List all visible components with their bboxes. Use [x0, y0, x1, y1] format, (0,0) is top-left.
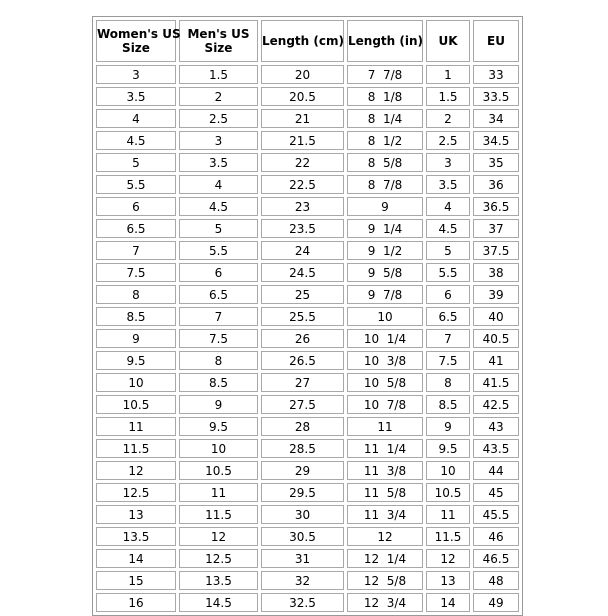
- mens-us-size-cell: 8.5: [179, 373, 258, 392]
- uk-size-cell: 2: [426, 109, 470, 128]
- length-cm-cell: 24: [261, 241, 344, 260]
- length-cm-cell: 21: [261, 109, 344, 128]
- uk-size-cell: 9.5: [426, 439, 470, 458]
- length-in-cell: 10 7/8: [347, 395, 423, 414]
- length-cm-cell: 26: [261, 329, 344, 348]
- length-cm-cell: 22.5: [261, 175, 344, 194]
- mens-us-size-cell: 12: [179, 527, 258, 546]
- uk-size-cell: 1: [426, 65, 470, 84]
- uk-size-cell: 3: [426, 153, 470, 172]
- mens-us-size-cell: 12.5: [179, 549, 258, 568]
- uk-size-cell: 4.5: [426, 219, 470, 238]
- length-in-cell: 9 5/8: [347, 263, 423, 282]
- eu-size-cell: 33: [473, 65, 519, 84]
- womens-us-size-cell: 11.5: [96, 439, 176, 458]
- table-row: [96, 241, 519, 260]
- womens-us-size-cell: 12: [96, 461, 176, 480]
- eu-size-cell: 45.5: [473, 505, 519, 524]
- eu-size-cell: 36: [473, 175, 519, 194]
- womens-us-size-cell: 3.5: [96, 87, 176, 106]
- uk-size-cell: 4: [426, 197, 470, 216]
- header-row: [96, 20, 519, 62]
- table-row: [96, 219, 519, 238]
- length-in-cell: 8 1/8: [347, 87, 423, 106]
- mens-us-size-cell: 5.5: [179, 241, 258, 260]
- header-mens-us-size: Men's US Size: [179, 20, 258, 62]
- length-cm-cell: 32.5: [261, 593, 344, 612]
- mens-us-size-cell: 5: [179, 219, 258, 238]
- mens-us-size-cell: 13.5: [179, 571, 258, 590]
- uk-size-cell: 7.5: [426, 351, 470, 370]
- uk-size-cell: 5: [426, 241, 470, 260]
- table-row: [96, 439, 519, 458]
- mens-us-size-cell: 3.5: [179, 153, 258, 172]
- womens-us-size-cell: 10: [96, 373, 176, 392]
- table-row: [96, 153, 519, 172]
- table-row: [96, 197, 519, 216]
- eu-size-cell: 44: [473, 461, 519, 480]
- table-row: [96, 351, 519, 370]
- header-length-cm: Length (cm): [261, 20, 344, 62]
- length-cm-cell: 27: [261, 373, 344, 392]
- eu-size-cell: 34: [473, 109, 519, 128]
- length-cm-cell: 29: [261, 461, 344, 480]
- eu-size-cell: 43.5: [473, 439, 519, 458]
- eu-size-cell: 33.5: [473, 87, 519, 106]
- length-in-cell: 9 1/2: [347, 241, 423, 260]
- eu-size-cell: 41: [473, 351, 519, 370]
- mens-us-size-cell: 2: [179, 87, 258, 106]
- eu-size-cell: 40: [473, 307, 519, 326]
- length-in-cell: 9 7/8: [347, 285, 423, 304]
- length-in-cell: 11 3/8: [347, 461, 423, 480]
- mens-us-size-cell: 7.5: [179, 329, 258, 348]
- eu-size-cell: 49: [473, 593, 519, 612]
- length-in-cell: 12: [347, 527, 423, 546]
- length-cm-cell: 21.5: [261, 131, 344, 150]
- length-in-cell: 8 5/8: [347, 153, 423, 172]
- length-in-cell: 11 5/8: [347, 483, 423, 502]
- length-in-cell: 8 1/2: [347, 131, 423, 150]
- length-cm-cell: 20.5: [261, 87, 344, 106]
- header-eu: EU: [473, 20, 519, 62]
- eu-size-cell: 43: [473, 417, 519, 436]
- length-in-cell: 12 5/8: [347, 571, 423, 590]
- eu-size-cell: 46.5: [473, 549, 519, 568]
- womens-us-size-cell: 7.5: [96, 263, 176, 282]
- uk-size-cell: 5.5: [426, 263, 470, 282]
- eu-size-cell: 42.5: [473, 395, 519, 414]
- length-in-cell: 10 1/4: [347, 329, 423, 348]
- eu-size-cell: 35: [473, 153, 519, 172]
- length-cm-cell: 22: [261, 153, 344, 172]
- length-in-cell: 11 1/4: [347, 439, 423, 458]
- womens-us-size-cell: 4.5: [96, 131, 176, 150]
- length-in-cell: 9: [347, 197, 423, 216]
- length-cm-cell: 28: [261, 417, 344, 436]
- mens-us-size-cell: 4.5: [179, 197, 258, 216]
- womens-us-size-cell: 14: [96, 549, 176, 568]
- length-cm-cell: 20: [261, 65, 344, 84]
- eu-size-cell: 37: [473, 219, 519, 238]
- eu-size-cell: 45: [473, 483, 519, 502]
- eu-size-cell: 38: [473, 263, 519, 282]
- table-row: [96, 65, 519, 84]
- length-cm-cell: 31: [261, 549, 344, 568]
- uk-size-cell: 6.5: [426, 307, 470, 326]
- length-in-cell: 10: [347, 307, 423, 326]
- table-row: [96, 505, 519, 524]
- womens-us-size-cell: 4: [96, 109, 176, 128]
- uk-size-cell: 6: [426, 285, 470, 304]
- length-cm-cell: 30: [261, 505, 344, 524]
- length-in-cell: 10 3/8: [347, 351, 423, 370]
- eu-size-cell: 41.5: [473, 373, 519, 392]
- womens-us-size-cell: 6.5: [96, 219, 176, 238]
- womens-us-size-cell: 6: [96, 197, 176, 216]
- uk-size-cell: 12: [426, 549, 470, 568]
- uk-size-cell: 10: [426, 461, 470, 480]
- table-row: [96, 87, 519, 106]
- womens-us-size-cell: 8: [96, 285, 176, 304]
- womens-us-size-cell: 9: [96, 329, 176, 348]
- table-row: [96, 571, 519, 590]
- length-cm-cell: 25: [261, 285, 344, 304]
- mens-us-size-cell: 4: [179, 175, 258, 194]
- mens-us-size-cell: 10: [179, 439, 258, 458]
- uk-size-cell: 10.5: [426, 483, 470, 502]
- womens-us-size-cell: 13.5: [96, 527, 176, 546]
- table-row: [96, 329, 519, 348]
- length-in-cell: 12 1/4: [347, 549, 423, 568]
- length-in-cell: 11: [347, 417, 423, 436]
- uk-size-cell: 1.5: [426, 87, 470, 106]
- length-cm-cell: 27.5: [261, 395, 344, 414]
- length-cm-cell: 23.5: [261, 219, 344, 238]
- length-cm-cell: 23: [261, 197, 344, 216]
- eu-size-cell: 36.5: [473, 197, 519, 216]
- womens-us-size-cell: 5.5: [96, 175, 176, 194]
- womens-us-size-cell: 9.5: [96, 351, 176, 370]
- eu-size-cell: 37.5: [473, 241, 519, 260]
- length-in-cell: 12 3/4: [347, 593, 423, 612]
- uk-size-cell: 9: [426, 417, 470, 436]
- womens-us-size-cell: 12.5: [96, 483, 176, 502]
- table-row: [96, 395, 519, 414]
- uk-size-cell: 11.5: [426, 527, 470, 546]
- womens-us-size-cell: 3: [96, 65, 176, 84]
- mens-us-size-cell: 6: [179, 263, 258, 282]
- mens-us-size-cell: 2.5: [179, 109, 258, 128]
- table-row: [96, 109, 519, 128]
- womens-us-size-cell: 13: [96, 505, 176, 524]
- length-in-cell: 9 1/4: [347, 219, 423, 238]
- uk-size-cell: 3.5: [426, 175, 470, 194]
- table-row: [96, 285, 519, 304]
- table-row: [96, 483, 519, 502]
- table-row: [96, 549, 519, 568]
- mens-us-size-cell: 8: [179, 351, 258, 370]
- table-row: [96, 307, 519, 326]
- table-row: [96, 593, 519, 612]
- length-in-cell: 10 5/8: [347, 373, 423, 392]
- womens-us-size-cell: 16: [96, 593, 176, 612]
- length-cm-cell: 24.5: [261, 263, 344, 282]
- table-row: [96, 131, 519, 150]
- mens-us-size-cell: 7: [179, 307, 258, 326]
- eu-size-cell: 48: [473, 571, 519, 590]
- length-in-cell: 11 3/4: [347, 505, 423, 524]
- table-row: [96, 461, 519, 480]
- table-row: [96, 373, 519, 392]
- womens-us-size-cell: 11: [96, 417, 176, 436]
- table-row: [96, 263, 519, 282]
- uk-size-cell: 7: [426, 329, 470, 348]
- womens-us-size-cell: 8.5: [96, 307, 176, 326]
- table-row: [96, 175, 519, 194]
- mens-us-size-cell: 6.5: [179, 285, 258, 304]
- uk-size-cell: 14: [426, 593, 470, 612]
- header-womens-us-size: Women's US Size: [96, 20, 176, 62]
- length-cm-cell: 30.5: [261, 527, 344, 546]
- uk-size-cell: 2.5: [426, 131, 470, 150]
- length-in-cell: 7 7/8: [347, 65, 423, 84]
- eu-size-cell: 39: [473, 285, 519, 304]
- mens-us-size-cell: 14.5: [179, 593, 258, 612]
- womens-us-size-cell: 7: [96, 241, 176, 260]
- uk-size-cell: 11: [426, 505, 470, 524]
- eu-size-cell: 34.5: [473, 131, 519, 150]
- mens-us-size-cell: 3: [179, 131, 258, 150]
- chart-body: [96, 65, 519, 612]
- header-length-in: Length (in): [347, 20, 423, 62]
- womens-us-size-cell: 10.5: [96, 395, 176, 414]
- header-uk: UK: [426, 20, 470, 62]
- length-cm-cell: 28.5: [261, 439, 344, 458]
- length-cm-cell: 29.5: [261, 483, 344, 502]
- length-in-cell: 8 1/4: [347, 109, 423, 128]
- womens-us-size-cell: 5: [96, 153, 176, 172]
- shoe-size-chart: [92, 16, 523, 616]
- mens-us-size-cell: 11: [179, 483, 258, 502]
- mens-us-size-cell: 1.5: [179, 65, 258, 84]
- mens-us-size-cell: 10.5: [179, 461, 258, 480]
- length-cm-cell: 25.5: [261, 307, 344, 326]
- uk-size-cell: 13: [426, 571, 470, 590]
- length-in-cell: 8 7/8: [347, 175, 423, 194]
- mens-us-size-cell: 11.5: [179, 505, 258, 524]
- table-row: [96, 527, 519, 546]
- table-row: [96, 417, 519, 436]
- uk-size-cell: 8.5: [426, 395, 470, 414]
- eu-size-cell: 46: [473, 527, 519, 546]
- length-cm-cell: 32: [261, 571, 344, 590]
- length-cm-cell: 26.5: [261, 351, 344, 370]
- eu-size-cell: 40.5: [473, 329, 519, 348]
- womens-us-size-cell: 15: [96, 571, 176, 590]
- mens-us-size-cell: 9: [179, 395, 258, 414]
- mens-us-size-cell: 9.5: [179, 417, 258, 436]
- uk-size-cell: 8: [426, 373, 470, 392]
